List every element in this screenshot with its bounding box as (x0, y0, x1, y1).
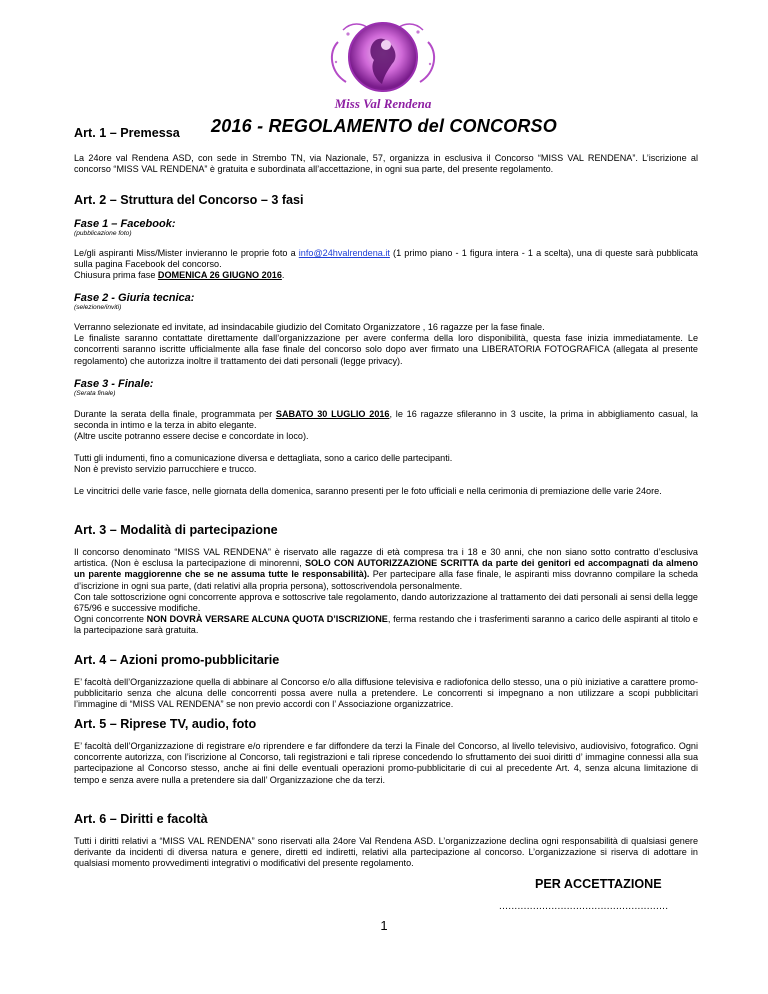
fase2-text2: Le finaliste saranno contattate direttamente dall’organizzazione per avere conferma della loro disponibilità, questa fase inizia immediatamente. Le concorrenti saranno iscritte ufficialmente alla fase finale del concorso solo dopo aver firmato una LIBERATORIA FOTOGRAFICA (allegata al presente regolamento) che autorizza inoltre il trattamento dei dati personali (legge privacy). (74, 333, 698, 366)
fase3-text1: Durante la serata della finale, programmata per SABATO 30 LUGLIO 2016, le 16 ragazze sfileranno in 3 uscite, la prima in abbigliamento casual, la seconda in intimo e la terza in abito elegante. (Altre uscite potranno essere decise e concordate in loco). (74, 409, 698, 442)
document-title: 2016 - REGOLAMENTO del CONCORSO (211, 116, 557, 136)
fase3-heading: Fase 3 - Finale: (74, 378, 154, 390)
fase1-date: DOMENICA 26 GIUGNO 2016 (157, 270, 282, 281)
art6-heading: Art. 6 – Diritti e facoltà (74, 812, 208, 826)
fase3-note: (Serata finale) (74, 390, 116, 397)
art3-heading: Art. 3 – Modalità di partecipazione (74, 523, 278, 537)
art3-text1: Il concorso denominato “MISS VAL RENDENA” è riservato alle ragazze di età compresa tra i 18 e 30 anni, che non siano sotto contratto d’esclusiva artistica. (Non è esclusa la partecipazione di minorenni, SOLO CON AUTORIZZAZIONE SCRITTA da parte dei genitori ed accompagnati da almeno un parente maggiorenne che se ne assuma tutte le responsabilità). Per partecipare alla fase finale, le aspiranti miss dovranno compilare la scheda d’iscrizione in ogni sua parte, (dati relativi alla propria persona), sottoscrivendola personalmente. (74, 547, 699, 591)
page-number: 1 (380, 918, 388, 933)
art5-heading: Art. 5 – Riprese TV, audio, foto (74, 717, 257, 731)
art6-text: Tutti i diritti relativi a “MISS VAL RENDENA” sono riservati alla 24ore Val Rendena ASD. L’organizzazione declina ogni responsabilità di qualsiasi genere derivante da incidenti di diversa natura e genere, diretti ed indiretti, relativi alla partecipazione al concorso. L’organizzazione si riserva di adottare in qualsiasi momento provvedimenti integrativi o modificativi del presente regolamento. (74, 836, 698, 869)
acceptance-label: PER ACCETTAZIONE (535, 877, 662, 891)
email-link[interactable]: info@24hvalrendena.it (298, 248, 390, 258)
fase3-text2b: Non è previsto servizio parrucchiere e trucco. (74, 464, 257, 475)
fase3-date: SABATO 30 LUGLIO 2016 (275, 409, 390, 419)
svg-text:Miss Val Rendena: Miss Val Rendena (334, 96, 432, 111)
fase2-text1: Verranno selezionate ed invitate, ad insindacabile giudizio del Comitato Organizzatore , 16 ragazze per la fase finale. (74, 322, 545, 332)
art3-text3: Ogni concorrente NON DOVRÀ VERSARE ALCUNA QUOTA D’ISCRIZIONE, ferma restando che i trasferimenti saranno a carico delle aspiranti al titolo e la partecipazione sarà gratuita. (74, 614, 698, 636)
miss-val-rendena-logo (318, 12, 448, 118)
fase1-text: Le/gli aspiranti Miss/Mister invieranno le proprie foto a info@24hvalrendena.it (1 primo piano - 1 figura intera - 1 a scelta), una di queste sarà pubblicata sulla pagina Facebook del concorso. Chiusura prima fase DOMENICA 26 GIUGNO 2016. (74, 248, 698, 281)
fase3-text3: Le vincitrici delle varie fasce, nelle giornata della domenica, saranno presenti per le foto ufficiali e nella cerimonia di premiazione delle varie 24ore. (74, 486, 662, 496)
art4-text: E’ facoltà dell’Organizzazione quella di abbinare al Concorso e/o alla diffusione televisiva e radiofonica dello stesso, una o più iniziative a carattere promo-pubblicitario senza che alcuna delle concorrenti possa avere nulla a pretendere. Le concorrenti si impegnano a non utilizzare a scopi pubblicitari l’immagine di “MISS VAL RENDENA” se non previo accordi con l’ Associazione organizzatrice. (74, 677, 698, 710)
fase3-text2a: Tutti gli indumenti, fino a comunicazione diversa e dettagliata, sono a carico delle partecipanti. (74, 453, 453, 463)
fase1-heading: Fase 1 – Facebook: (74, 218, 176, 230)
art1-heading: Art. 1 – Premessa (74, 126, 180, 140)
signature-line: ....................................................... (499, 901, 669, 912)
fase2-heading: Fase 2 - Giuria tecnica: (74, 292, 195, 304)
art3-text2: Con tale sottoscrizione ogni concorrente approva e sottoscrive tale regolamento, dando autorizzazione al trattamento dei dati personali ai sensi della legge 675/96 e successive modifiche. (74, 591, 698, 614)
art1-text: La 24ore val Rendena ASD, con sede in Strembo TN, via Nazionale, 57, organizza in esclusiva il Concorso “MISS VAL RENDENA”. L’iscrizione al concorso “MISS VAL RENDENA” è gratuita e subordinata all’accettazione, in ogni sua parte, del presente regolamento. (74, 153, 698, 175)
art5-text: E’ facoltà dell’Organizzazione di registrare e/o riprendere e far diffondere da terzi la Finale del Concorso, al livello televisivo, audiovisivo, fotografico. Ogni concorrente autorizza, con l’iscrizione al Concorso, tali registrazioni e tali riprese concedendo lo sfruttamento dei suoi diritti d’ immagine connessi alla sua partecipazione al Concorso stesso, anche ai fini delle eventuali operazioni promo-pubblicitarie di cui al precedente Art. 4, senza alcuna limitazione di tempo e senza avere nulla a pretendere sia dall’ Organizzazione che da terzi. (74, 741, 698, 785)
art4-heading: Art. 4 – Azioni promo-pubblicitarie (74, 653, 280, 667)
art2-heading: Art. 2 – Struttura del Concorso – 3 fasi (74, 193, 304, 207)
fase1-note: (pubblicazione foto) (74, 230, 132, 237)
fase2-note: (selezione/inviti) (74, 304, 122, 311)
